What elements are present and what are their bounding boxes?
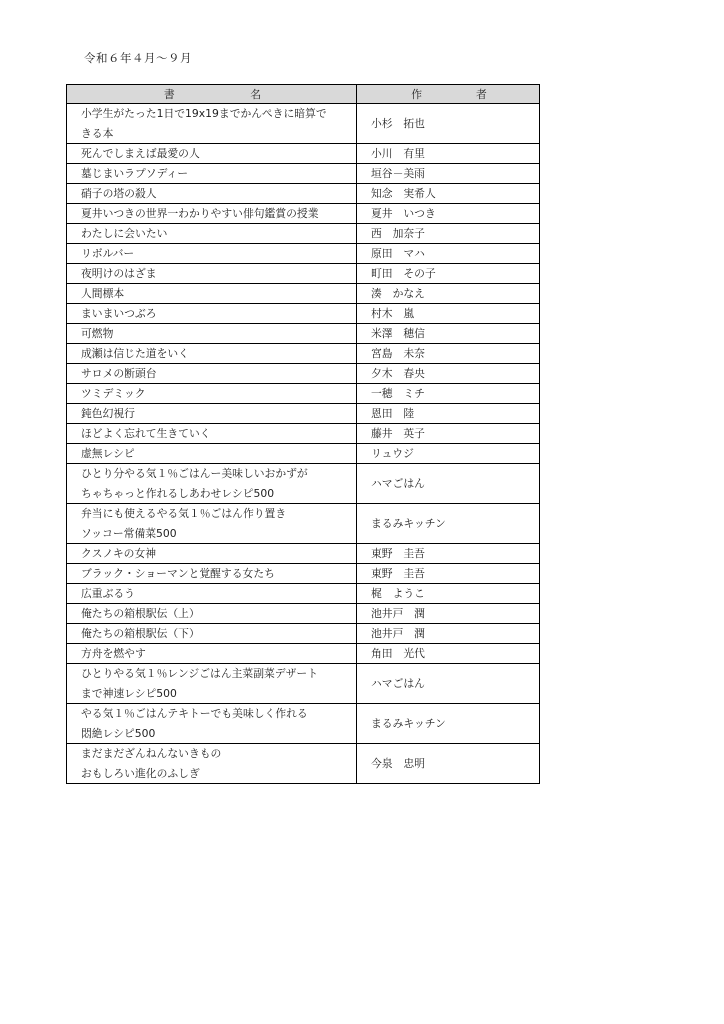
book-title-line: クスノキの女神 [81,547,157,560]
table-row [67,264,540,284]
table-row [67,284,540,304]
book-title-cell [67,384,357,404]
book-title-line: 広重ぶるう [81,587,135,600]
table-row [67,204,540,224]
book-author-cell: 村木 嵐 [357,304,540,324]
book-title-line: 俺たちの箱根駅伝（下） [81,627,200,640]
book-author-cell: リュウジ [357,444,540,464]
book-title-cell [67,244,357,264]
table-row [67,464,540,504]
book-title-line: ソッコー常備菜500 [81,526,177,540]
book-title-cell [67,564,357,584]
book-title-line: 可燃物 [81,327,114,340]
book-title-line: サロメの断頭台 [81,367,157,380]
book-title-cell [67,704,357,744]
book-title-line: 人間標本 [81,287,125,300]
book-author-cell: 小杉 拓也 [357,104,540,144]
book-author-cell: 池井戸 潤 [357,624,540,644]
book-title-line: 夜明けのはざま [81,267,157,280]
table-row [67,544,540,564]
book-title-cell [67,644,357,664]
book-title-line: やる気１％ごはんテキトーでも美味しく作れる [81,707,308,720]
book-author-cell: 藤井 英子 [357,424,540,444]
book-author-cell: 東野 圭吾 [357,544,540,564]
table-row [67,704,540,744]
table-row [67,584,540,604]
book-title-cell [67,284,357,304]
book-title-cell [67,544,357,564]
book-author-cell: 西 加奈子 [357,224,540,244]
book-title-cell [67,424,357,444]
book-title-cell [67,584,357,604]
book-title-line: 夏井いつきの世界一わかりやすい俳句鑑賞の授業 [81,207,319,220]
book-author-cell: ハマごはん [357,464,540,504]
book-title-line: まいまいつぶろ [81,307,157,320]
table-row [67,604,540,624]
book-title-line: 方舟を燃やす [81,647,146,660]
book-title-line: ツミデミック [81,387,146,400]
book-title-cell [67,664,357,704]
table-row [67,344,540,364]
book-title-line: 墓じまいラプソディー [81,167,189,180]
book-title-line: おもしろい進化のふしぎ [81,766,200,780]
book-title-line: ほどよく忘れて生きていく [81,427,211,440]
book-title-cell [67,344,357,364]
book-title-line: 弁当にも使えるやる気１％ごはん作り置き [81,507,287,520]
book-title-line: まで神速レシピ500 [81,686,177,700]
book-author-cell: 宮島 未奈 [357,344,540,364]
book-title-cell [67,304,357,324]
column-header-author: 作 者 [357,85,540,104]
book-title-line: 鈍色幻視行 [81,407,135,420]
table-row [67,744,540,784]
table-row [67,644,540,664]
book-title-cell [67,104,357,144]
book-author-cell: 東野 圭吾 [357,564,540,584]
page-title: 令和６年４月～９月 [84,51,192,65]
table-row [67,184,540,204]
book-author-cell: 恩田 陸 [357,404,540,424]
table-row [67,424,540,444]
book-title-cell [67,164,357,184]
book-title-line: 成瀬は信じた道をいく [81,347,189,360]
table-row [67,104,540,144]
book-author-cell: 小川 有里 [357,144,540,164]
book-title-cell [67,444,357,464]
book-author-cell: 角田 光代 [357,644,540,664]
book-title-cell [67,204,357,224]
book-title-cell [67,464,357,504]
book-title-cell [67,404,357,424]
table-row [67,224,540,244]
book-author-cell: 一穂 ミチ [357,384,540,404]
book-title-cell [67,364,357,384]
table-row [67,624,540,644]
book-title-cell [67,604,357,624]
book-author-cell: 原田 マハ [357,244,540,264]
book-author-cell: 米澤 穂信 [357,324,540,344]
table-row [67,144,540,164]
book-title-cell [67,744,357,784]
book-author-cell: 今泉 忠明 [357,744,540,784]
book-title-line: まだまだざんねんないきもの [81,747,222,760]
book-author-cell: 町田 その子 [357,264,540,284]
book-author-cell: まるみキッチン [357,704,540,744]
book-title-cell [67,624,357,644]
book-title-cell [67,264,357,284]
book-title-line: 小学生がたった1日で19x19までかんぺきに暗算で [81,107,327,120]
table-row [67,404,540,424]
book-author-cell: ハマごはん [357,664,540,704]
book-title-line: 俺たちの箱根駅伝（上） [81,607,200,620]
table-row [67,244,540,264]
book-title-line: ひとり分やる気１％ごはんー美味しいおかずが [81,467,308,480]
table-row [67,164,540,184]
book-title-cell [67,184,357,204]
book-author-cell: 知念 実希人 [357,184,540,204]
book-title-line: わたしに会いたい [81,227,168,240]
book-title-cell [67,144,357,164]
table-row [67,564,540,584]
book-list-table [66,84,540,784]
table-row [67,364,540,384]
table-row [67,384,540,404]
book-title-line: リボルバー [81,247,135,260]
book-title-line: 悶絶レシピ500 [81,726,156,740]
book-author-cell: 湊 かなえ [357,284,540,304]
table-header-row [67,85,540,104]
book-title-line: ブラック・ショーマンと覚醒する女たち [81,567,275,580]
table-row [67,324,540,344]
column-header-title: 書 名 [67,85,357,104]
book-author-cell: まるみキッチン [357,504,540,544]
book-title-cell [67,324,357,344]
book-author-cell: 池井戸 潤 [357,604,540,624]
book-author-cell: 梶 ようこ [357,584,540,604]
table-row [67,664,540,704]
book-author-cell: 夕木 春央 [357,364,540,384]
table-row [67,504,540,544]
table-body [67,104,540,784]
book-title-line: 死んでしまえば最愛の人 [81,147,200,160]
book-title-cell [67,224,357,244]
book-author-cell: 垣谷－美雨 [357,164,540,184]
book-title-line: 硝子の塔の殺人 [81,187,157,200]
book-title-line: ちゃちゃっと作れるしあわせレシピ500 [81,486,275,500]
book-title-line: ひとりやる気１％レンジごはん主菜副菜デザート [81,667,318,680]
table-row [67,304,540,324]
book-title-cell [67,504,357,544]
book-author-cell: 夏井 いつき [357,204,540,224]
book-title-line: きる本 [81,126,114,140]
table-row [67,444,540,464]
book-title-line: 虚無レシピ [81,447,135,460]
